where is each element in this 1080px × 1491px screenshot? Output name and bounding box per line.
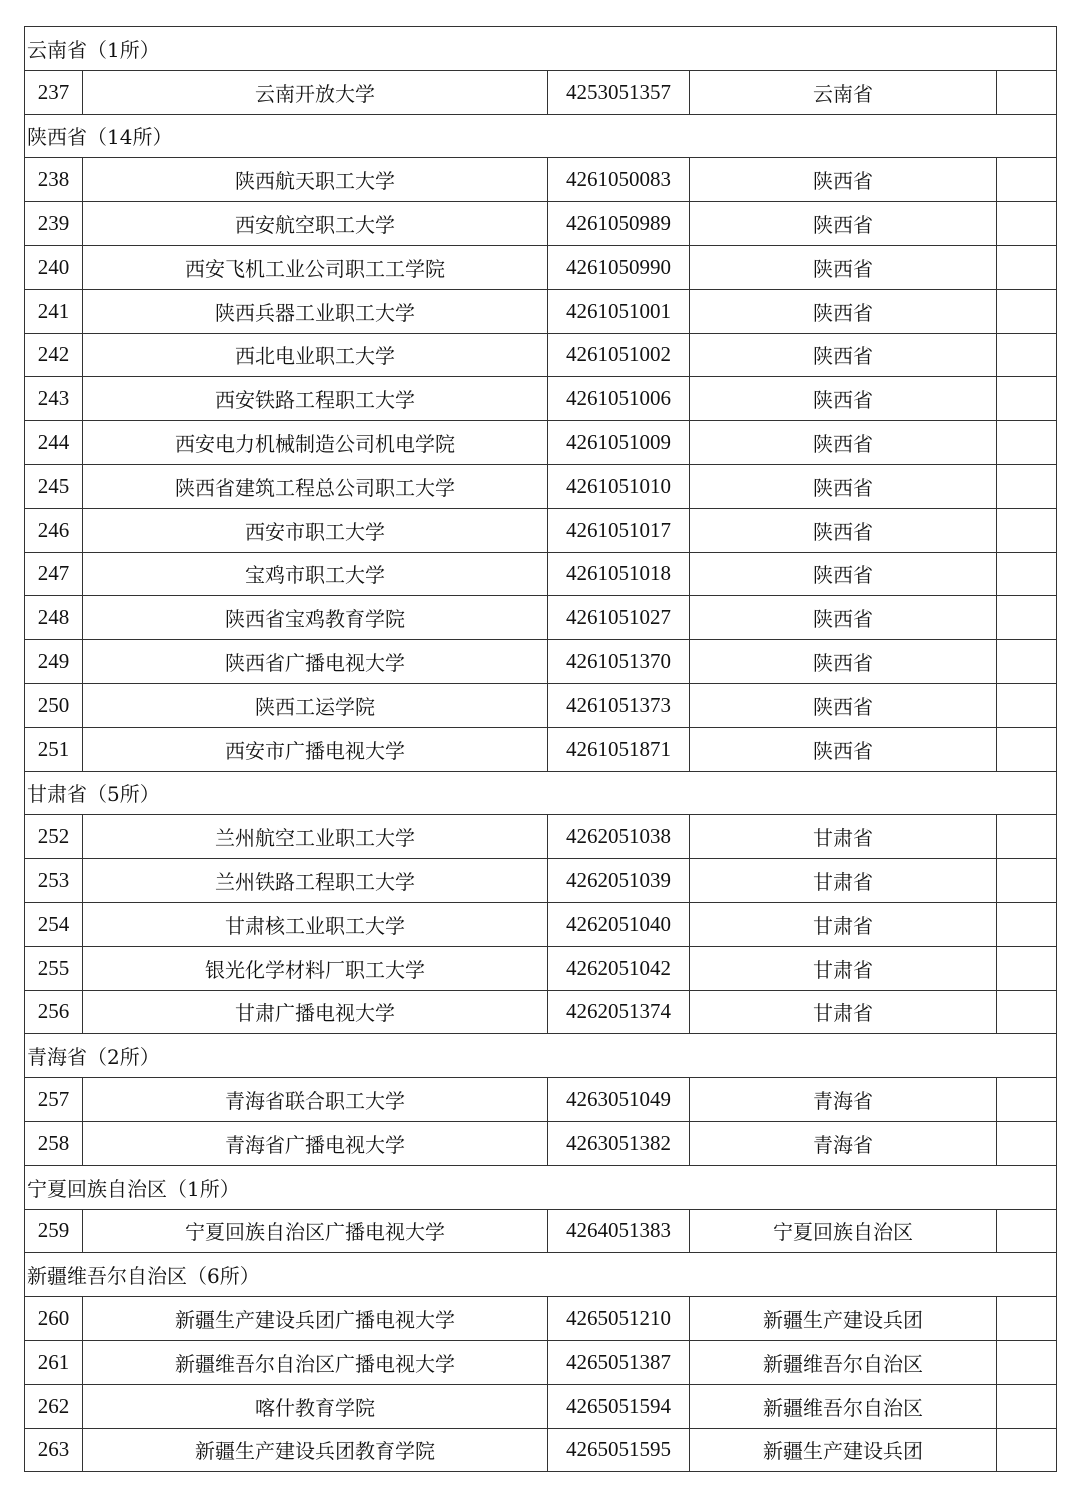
table-row [25,727,1057,771]
province-name: 新疆维吾尔自治区 [690,1384,997,1428]
province-name: 宁夏回族自治区 [690,1209,997,1253]
note-cell [997,683,1057,727]
row-number: 243 [25,377,83,421]
row-number: 259 [25,1209,83,1253]
row-number: 253 [25,859,83,903]
row-number: 252 [25,815,83,859]
table-row [25,990,1057,1034]
note-cell [997,333,1057,377]
institution-name: 西安铁路工程职工大学 [83,377,548,421]
group-title: 云南省（1所） [25,27,1057,71]
group-header-row [25,1034,1057,1078]
group-header-row [25,27,1057,71]
table-row [25,1078,1057,1122]
institution-name: 青海省广播电视大学 [83,1121,548,1165]
row-number: 250 [25,683,83,727]
institution-code: 4261051009 [548,421,690,465]
institution-code: 4263051049 [548,1078,690,1122]
institution-name: 青海省联合职工大学 [83,1078,548,1122]
province-name: 陕西省 [690,727,997,771]
province-name: 甘肃省 [690,815,997,859]
institution-code: 4262051040 [548,902,690,946]
note-cell [997,596,1057,640]
table-row [25,158,1057,202]
table-row [25,508,1057,552]
institution-name: 兰州铁路工程职工大学 [83,859,548,903]
group-header-row [25,771,1057,815]
table-row [25,1384,1057,1428]
table-row [25,552,1057,596]
table-row [25,1297,1057,1341]
institution-name: 西安市职工大学 [83,508,548,552]
row-number: 262 [25,1384,83,1428]
table-row [25,1209,1057,1253]
table-row [25,596,1057,640]
province-name: 甘肃省 [690,859,997,903]
province-name: 甘肃省 [690,990,997,1034]
institution-name: 西北电业职工大学 [83,333,548,377]
table-row [25,683,1057,727]
note-cell [997,245,1057,289]
note-cell [997,990,1057,1034]
note-cell [997,1209,1057,1253]
note-cell [997,1384,1057,1428]
note-cell [997,640,1057,684]
institution-name: 西安电力机械制造公司机电学院 [83,421,548,465]
institution-name: 新疆维吾尔自治区广播电视大学 [83,1340,548,1384]
institution-name: 宝鸡市职工大学 [83,552,548,596]
row-number: 248 [25,596,83,640]
institution-name: 陕西省建筑工程总公司职工大学 [83,464,548,508]
table-row [25,377,1057,421]
institution-code: 4265051595 [548,1428,690,1472]
province-name: 新疆维吾尔自治区 [690,1340,997,1384]
row-number: 263 [25,1428,83,1472]
institution-name: 银光化学材料厂职工大学 [83,946,548,990]
note-cell [997,158,1057,202]
row-number: 260 [25,1297,83,1341]
row-number: 249 [25,640,83,684]
group-title: 青海省（2所） [25,1034,1057,1078]
institution-name: 陕西工运学院 [83,683,548,727]
table-row [25,902,1057,946]
institution-name: 陕西省宝鸡教育学院 [83,596,548,640]
province-name: 甘肃省 [690,946,997,990]
institution-code: 4261051871 [548,727,690,771]
institution-code: 4265051594 [548,1384,690,1428]
institution-code: 4265051210 [548,1297,690,1341]
note-cell [997,1121,1057,1165]
row-number: 238 [25,158,83,202]
note-cell [997,1078,1057,1122]
note-cell [997,552,1057,596]
institution-code: 4262051042 [548,946,690,990]
row-number: 258 [25,1121,83,1165]
table-row [25,1428,1057,1472]
institution-code: 4261051010 [548,464,690,508]
institution-code: 4261051018 [548,552,690,596]
row-number: 247 [25,552,83,596]
row-number: 255 [25,946,83,990]
institution-name: 陕西兵器工业职工大学 [83,289,548,333]
province-name: 陕西省 [690,158,997,202]
institution-name: 新疆生产建设兵团广播电视大学 [83,1297,548,1341]
note-cell [997,859,1057,903]
note-cell [997,70,1057,114]
group-title: 甘肃省（5所） [25,771,1057,815]
note-cell [997,902,1057,946]
row-number: 261 [25,1340,83,1384]
institution-code: 4253051357 [548,70,690,114]
row-number: 256 [25,990,83,1034]
row-number: 240 [25,245,83,289]
note-cell [997,727,1057,771]
table-row [25,70,1057,114]
group-header-row [25,114,1057,158]
province-name: 陕西省 [690,377,997,421]
note-cell [997,202,1057,246]
note-cell [997,464,1057,508]
province-name: 陕西省 [690,333,997,377]
note-cell [997,815,1057,859]
row-number: 244 [25,421,83,465]
province-name: 陕西省 [690,202,997,246]
institution-name: 西安航空职工大学 [83,202,548,246]
province-name: 陕西省 [690,640,997,684]
institution-table [24,26,1057,1472]
table-row [25,333,1057,377]
table-row [25,202,1057,246]
group-header-row [25,1253,1057,1297]
institution-name: 陕西省广播电视大学 [83,640,548,684]
institution-code: 4261050989 [548,202,690,246]
row-number: 245 [25,464,83,508]
province-name: 青海省 [690,1121,997,1165]
institution-name: 新疆生产建设兵团教育学院 [83,1428,548,1472]
institution-code: 4263051382 [548,1121,690,1165]
institution-name: 甘肃核工业职工大学 [83,902,548,946]
row-number: 251 [25,727,83,771]
institution-name: 甘肃广播电视大学 [83,990,548,1034]
table-row [25,245,1057,289]
province-name: 新疆生产建设兵团 [690,1428,997,1472]
institution-name: 西安市广播电视大学 [83,727,548,771]
note-cell [997,946,1057,990]
row-number: 237 [25,70,83,114]
province-name: 陕西省 [690,552,997,596]
table-body [25,27,1057,1472]
institution-code: 4261051027 [548,596,690,640]
province-name: 陕西省 [690,289,997,333]
institution-code: 4261051370 [548,640,690,684]
province-name: 甘肃省 [690,902,997,946]
province-name: 陕西省 [690,421,997,465]
institution-code: 4261050990 [548,245,690,289]
table-row [25,946,1057,990]
province-name: 陕西省 [690,464,997,508]
table-row [25,464,1057,508]
table-row [25,859,1057,903]
institution-name: 宁夏回族自治区广播电视大学 [83,1209,548,1253]
row-number: 257 [25,1078,83,1122]
row-number: 246 [25,508,83,552]
institution-code: 4262051038 [548,815,690,859]
institution-code: 4261051017 [548,508,690,552]
province-name: 陕西省 [690,596,997,640]
institution-name: 西安飞机工业公司职工工学院 [83,245,548,289]
institution-code: 4262051374 [548,990,690,1034]
institution-code: 4261051006 [548,377,690,421]
row-number: 239 [25,202,83,246]
institution-name: 陕西航天职工大学 [83,158,548,202]
group-header-row [25,1165,1057,1209]
table-row [25,640,1057,684]
institution-name: 喀什教育学院 [83,1384,548,1428]
note-cell [997,1428,1057,1472]
province-name: 陕西省 [690,508,997,552]
group-title: 陕西省（14所） [25,114,1057,158]
group-title: 宁夏回族自治区（1所） [25,1165,1057,1209]
province-name: 新疆生产建设兵团 [690,1297,997,1341]
note-cell [997,1297,1057,1341]
row-number: 242 [25,333,83,377]
table-row [25,1340,1057,1384]
note-cell [997,1340,1057,1384]
note-cell [997,421,1057,465]
institution-name: 云南开放大学 [83,70,548,114]
table-row [25,289,1057,333]
province-name: 青海省 [690,1078,997,1122]
note-cell [997,508,1057,552]
institution-code: 4264051383 [548,1209,690,1253]
table-row [25,1121,1057,1165]
note-cell [997,377,1057,421]
table-row [25,421,1057,465]
institution-code: 4261051373 [548,683,690,727]
row-number: 254 [25,902,83,946]
group-title: 新疆维吾尔自治区（6所） [25,1253,1057,1297]
province-name: 陕西省 [690,245,997,289]
note-cell [997,289,1057,333]
table-row [25,815,1057,859]
institution-code: 4265051387 [548,1340,690,1384]
institution-code: 4261050083 [548,158,690,202]
institution-code: 4262051039 [548,859,690,903]
province-name: 云南省 [690,70,997,114]
province-name: 陕西省 [690,683,997,727]
institution-name: 兰州航空工业职工大学 [83,815,548,859]
row-number: 241 [25,289,83,333]
institution-code: 4261051002 [548,333,690,377]
institution-code: 4261051001 [548,289,690,333]
